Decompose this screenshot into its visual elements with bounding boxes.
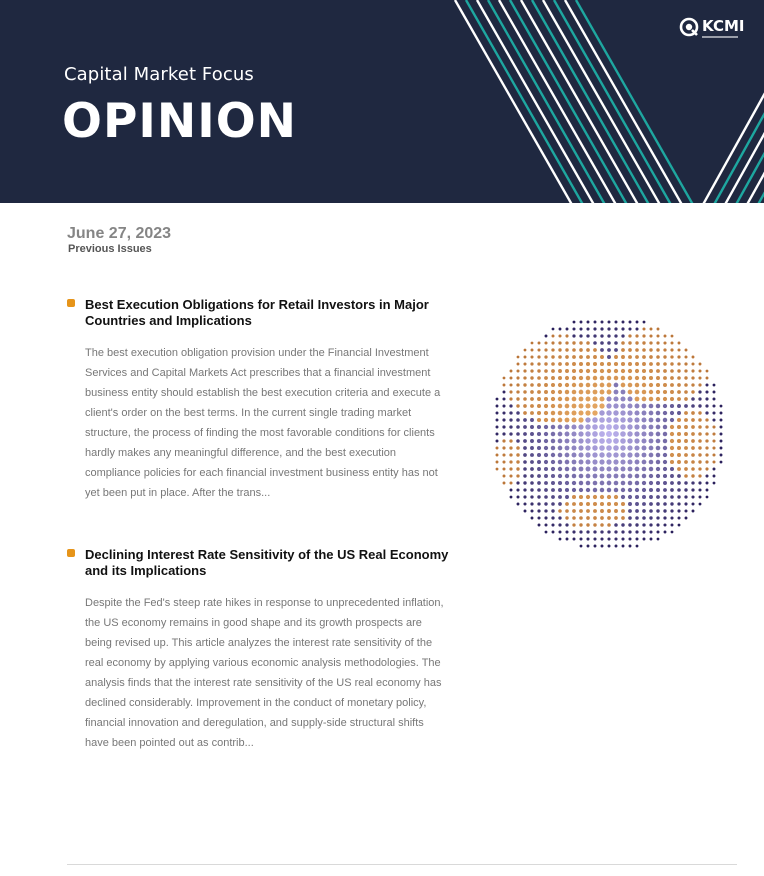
bullet-icon bbox=[67, 549, 75, 557]
article-title-link[interactable]: Declining Interest Rate Sensitivity of the US Real Economy and its Implications bbox=[85, 547, 449, 578]
article-item bbox=[67, 297, 452, 503]
bullet-icon bbox=[67, 299, 75, 307]
article-title-link[interactable]: Best Execution Obligations for Retail Investors in Major Countries and Implications bbox=[85, 297, 429, 328]
header-banner bbox=[0, 0, 764, 203]
issue-date: June 27, 2023 bbox=[67, 225, 172, 242]
article-summary: The best execution obligation provision under the Financial Investment Services and Capital Markets Act prescribes that a financial investment business entity should establish the best execution criteria and execute a client's order on the best terms. In the current single trading market structure, the process of finding the most favorable conditions for clients hardly makes any meaningful difference, and the best execution compliance policies for each financial investment business entity has not yet been put in place. After the trans... bbox=[85, 347, 441, 499]
logo-tagline-mark bbox=[702, 36, 738, 38]
previous-issues-link[interactable]: Previous Issues bbox=[68, 243, 152, 255]
footer-divider bbox=[67, 864, 737, 865]
series-subtitle: Capital Market Focus bbox=[64, 64, 254, 85]
article-summary: Despite the Fed's steep rate hikes in response to unprecedented inflation, the US economy remains in good shape and its growth prospects are being revised up. This article analyzes the interest rate sensitivity of the real economy by applying various economic analysis methodologies. The analysis finds that the interest rate sensitivity of the US real economy has declined considerably. Improvement in the conduct of monetary policy, financial innovation and deregulation, and supply-side structural shifts have been pointed out as contrib... bbox=[85, 597, 444, 749]
logo-text: KCMI bbox=[702, 17, 745, 35]
globe-illustration bbox=[488, 310, 728, 556]
kcmi-logo[interactable] bbox=[679, 17, 744, 38]
page-title: OPINION bbox=[62, 94, 298, 149]
article-item bbox=[67, 547, 452, 753]
logo-icon bbox=[679, 17, 699, 37]
